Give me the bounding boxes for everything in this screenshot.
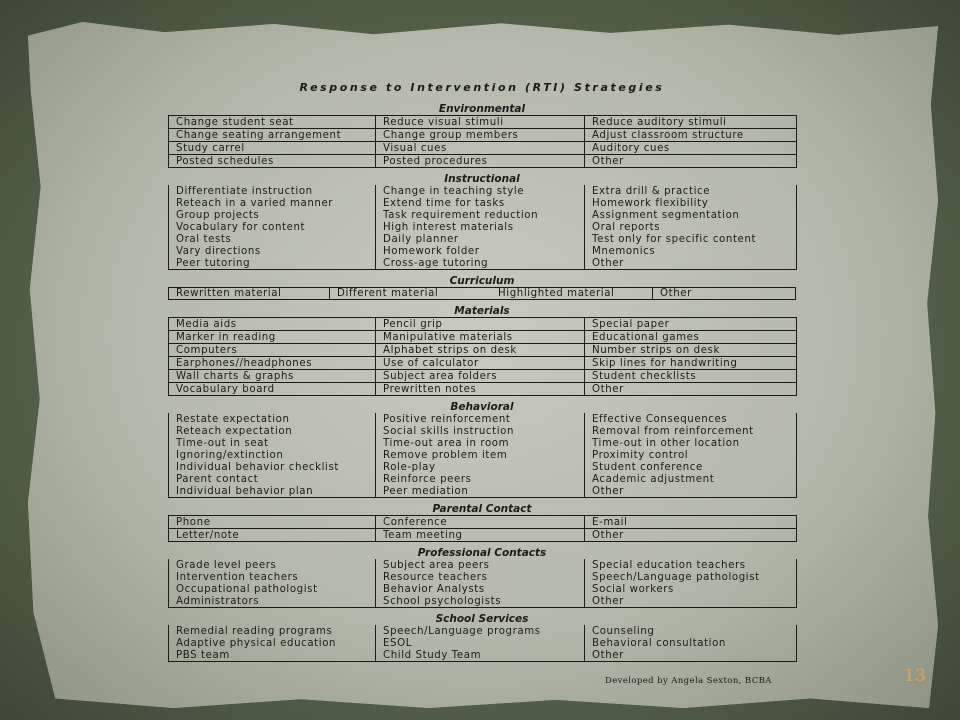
table-cell: Social workers <box>585 583 797 595</box>
section-heading: Parental Contact <box>432 503 532 515</box>
table-cell: High interest materials <box>383 221 514 233</box>
table-row <box>169 197 797 209</box>
table-row <box>169 473 797 485</box>
table-cell: Test only for specific content <box>585 233 797 245</box>
table-cell: Subject area folders <box>376 370 585 383</box>
page-number: 13 <box>904 666 926 686</box>
table-cell: Other <box>585 595 797 608</box>
table-cell: Number strips on desk <box>585 344 797 357</box>
table-cell: Effective Consequences <box>585 413 797 425</box>
table-cell: Other <box>585 155 797 168</box>
table-cell: Other <box>585 383 797 396</box>
table-cell: Speech/Language programs <box>383 625 541 637</box>
table-cell: School psychologists <box>376 595 585 608</box>
table-cell: Daily planner <box>383 233 459 245</box>
table-cell: Ignoring/extinction <box>169 449 376 461</box>
table-cell: Extra drill & practice <box>585 185 797 197</box>
table-cell: Skip lines for handwriting <box>585 357 797 370</box>
table-cell: Reteach expectation <box>169 425 376 437</box>
table-cell: Posted schedules <box>169 155 376 168</box>
table-cell: Individual behavior checklist <box>169 461 376 473</box>
table-row <box>169 209 797 221</box>
table-row <box>169 116 797 129</box>
table-cell: Team meeting <box>376 529 585 542</box>
table-cell: Reinforce peers <box>383 473 472 485</box>
table-row <box>169 625 797 637</box>
strategy-table <box>168 559 797 608</box>
strategy-table <box>168 413 797 498</box>
table-cell: Manipulative materials <box>376 331 585 344</box>
table-cell: Earphones//headphones <box>169 357 376 370</box>
table-row <box>169 370 797 383</box>
table-cell: Assignment segmentation <box>585 209 797 221</box>
table-cell: Task requirement reduction <box>383 209 539 221</box>
table-cell: Reduce auditory stimuli <box>585 116 797 129</box>
table-row <box>169 142 797 155</box>
table-row <box>169 516 797 529</box>
table-row <box>169 221 797 233</box>
table-cell: Posted procedures <box>376 155 585 168</box>
table-row <box>169 595 797 608</box>
table-cell: Grade level peers <box>169 559 376 571</box>
table-cell: Peer tutoring <box>169 257 376 270</box>
table-cell: Time-out in seat <box>169 437 376 449</box>
table-row <box>169 583 797 595</box>
table-cell: Subject area peers <box>383 559 490 571</box>
table-cell: Special education teachers <box>585 559 797 571</box>
table-cell: Special paper <box>585 318 797 331</box>
table-cell: Change group members <box>376 129 585 142</box>
table-cell: Educational games <box>585 331 797 344</box>
table-cell: Prewritten notes <box>376 383 585 396</box>
section-heading: Instructional <box>444 173 520 185</box>
table-cell: E-mail <box>585 516 797 529</box>
table-cell: Individual behavior plan <box>169 485 376 498</box>
table-cell: Homework folder <box>383 245 480 257</box>
table-cell: Adaptive physical education <box>169 637 376 649</box>
section-professional-contacts <box>168 548 796 608</box>
table-cell: Role-play <box>383 461 436 473</box>
table-cell: Counseling <box>585 625 797 637</box>
table-row <box>169 449 797 461</box>
table-cell: Speech/Language pathologist <box>585 571 797 583</box>
table-row <box>169 233 797 245</box>
table-cell: Student conference <box>585 461 797 473</box>
table-row <box>169 559 797 571</box>
table-cell: Academic adjustment <box>585 473 797 485</box>
list-item: Highlighted material <box>491 288 653 299</box>
table-cell: Mnemonics <box>585 245 797 257</box>
strategy-table <box>168 625 797 662</box>
section-school-services <box>168 614 796 662</box>
table-row <box>169 185 797 197</box>
strategy-table <box>168 115 797 168</box>
table-cell: Visual cues <box>376 142 585 155</box>
table-cell: Occupational pathologist <box>169 583 376 595</box>
list-item: Rewritten material <box>169 288 330 299</box>
section-heading: Materials <box>454 305 510 317</box>
section-parental-contact <box>168 504 796 542</box>
table-cell: Study carrel <box>169 142 376 155</box>
table-cell: Other <box>585 529 797 542</box>
table-cell: Alphabet strips on desk <box>376 344 585 357</box>
table-row <box>169 357 797 370</box>
table-cell: Peer mediation <box>376 485 585 498</box>
table-row <box>169 257 797 270</box>
rti-document <box>168 78 796 668</box>
table-row <box>169 649 797 662</box>
table-cell: Change seating arrangement <box>169 129 376 142</box>
table-cell: Wall charts & graphs <box>169 370 376 383</box>
table-cell: Extend time for tasks <box>383 197 505 209</box>
table-row <box>169 344 797 357</box>
table-row <box>169 155 797 168</box>
table-row <box>169 437 797 449</box>
table-cell: Student checklists <box>585 370 797 383</box>
table-cell: Pencil grip <box>376 318 585 331</box>
table-cell: Homework flexibility <box>585 197 797 209</box>
section-heading: Professional Contacts <box>417 547 547 559</box>
author-credit: Developed by Angela Sexton, BCBA <box>605 676 772 686</box>
table-cell: Other <box>585 257 797 270</box>
table-cell: Auditory cues <box>585 142 797 155</box>
table-cell: Behavioral consultation <box>585 637 797 649</box>
document-title: Response to Intervention (RTI) Strategies <box>299 81 665 94</box>
table-cell: Change in teaching style <box>383 185 525 197</box>
table-cell: Phone <box>169 516 376 529</box>
table-cell: Oral reports <box>585 221 797 233</box>
table-row <box>169 571 797 583</box>
table-cell: Reteach in a varied manner <box>169 197 376 209</box>
table-row <box>169 485 797 498</box>
table-cell: Reduce visual stimuli <box>376 116 585 129</box>
table-row <box>169 129 797 142</box>
table-row <box>169 529 797 542</box>
table-cell: Proximity control <box>585 449 797 461</box>
table-cell: Time-out area in room <box>383 437 510 449</box>
table-cell: Differentiate instruction <box>169 185 376 197</box>
table-row <box>169 413 797 425</box>
table-cell: Administrators <box>169 595 376 608</box>
table-cell: Media aids <box>169 318 376 331</box>
table-cell: Vocabulary for content <box>169 221 376 233</box>
table-row <box>169 331 797 344</box>
section-environmental <box>168 104 796 168</box>
table-cell: Time-out in other location <box>585 437 797 449</box>
table-cell: Vary directions <box>169 245 376 257</box>
table-cell: Remedial reading programs <box>169 625 376 637</box>
table-cell: Social skills instruction <box>383 425 515 437</box>
table-cell: Other <box>585 485 797 498</box>
table-cell: Use of calculator <box>376 357 585 370</box>
table-row <box>169 383 797 396</box>
section-heading: Environmental <box>438 103 526 115</box>
table-cell: ESOL <box>383 637 412 649</box>
list-item: Other <box>660 288 692 299</box>
table-cell: Resource teachers <box>383 571 488 583</box>
table-cell: Adjust classroom structure <box>585 129 797 142</box>
section-heading: School Services <box>435 613 529 625</box>
section-materials <box>168 306 796 396</box>
table-cell: Computers <box>169 344 376 357</box>
table-cell: Child Study Team <box>376 649 585 662</box>
table-cell: Change student seat <box>169 116 376 129</box>
curriculum-row <box>168 287 796 300</box>
table-cell: Conference <box>376 516 585 529</box>
table-row <box>169 318 797 331</box>
section-behavioral <box>168 402 796 498</box>
table-cell: Vocabulary board <box>169 383 376 396</box>
table-row <box>169 637 797 649</box>
section-heading: Behavioral <box>450 401 514 413</box>
strategy-table <box>168 185 797 270</box>
section-instructional <box>168 174 796 270</box>
table-cell: Intervention teachers <box>169 571 376 583</box>
section-curriculum <box>168 276 796 300</box>
table-row <box>169 245 797 257</box>
section-heading: Curriculum <box>449 275 515 287</box>
table-cell: Restate expectation <box>169 413 376 425</box>
table-cell: Group projects <box>169 209 376 221</box>
strategy-table <box>168 515 797 542</box>
table-cell: Behavior Analysts <box>383 583 485 595</box>
table-cell: Other <box>585 649 797 662</box>
table-cell: Letter/note <box>169 529 376 542</box>
table-row <box>169 461 797 473</box>
table-cell: Oral tests <box>169 233 376 245</box>
table-cell: Marker in reading <box>169 331 376 344</box>
table-cell: PBS team <box>169 649 376 662</box>
list-item: Different material <box>337 288 439 299</box>
table-row <box>169 425 797 437</box>
table-cell: Cross-age tutoring <box>376 257 585 270</box>
table-cell: Removal from reinforcement <box>585 425 797 437</box>
strategy-table <box>168 317 797 396</box>
table-cell: Positive reinforcement <box>383 413 511 425</box>
table-cell: Parent contact <box>169 473 376 485</box>
table-cell: Remove problem item <box>383 449 508 461</box>
